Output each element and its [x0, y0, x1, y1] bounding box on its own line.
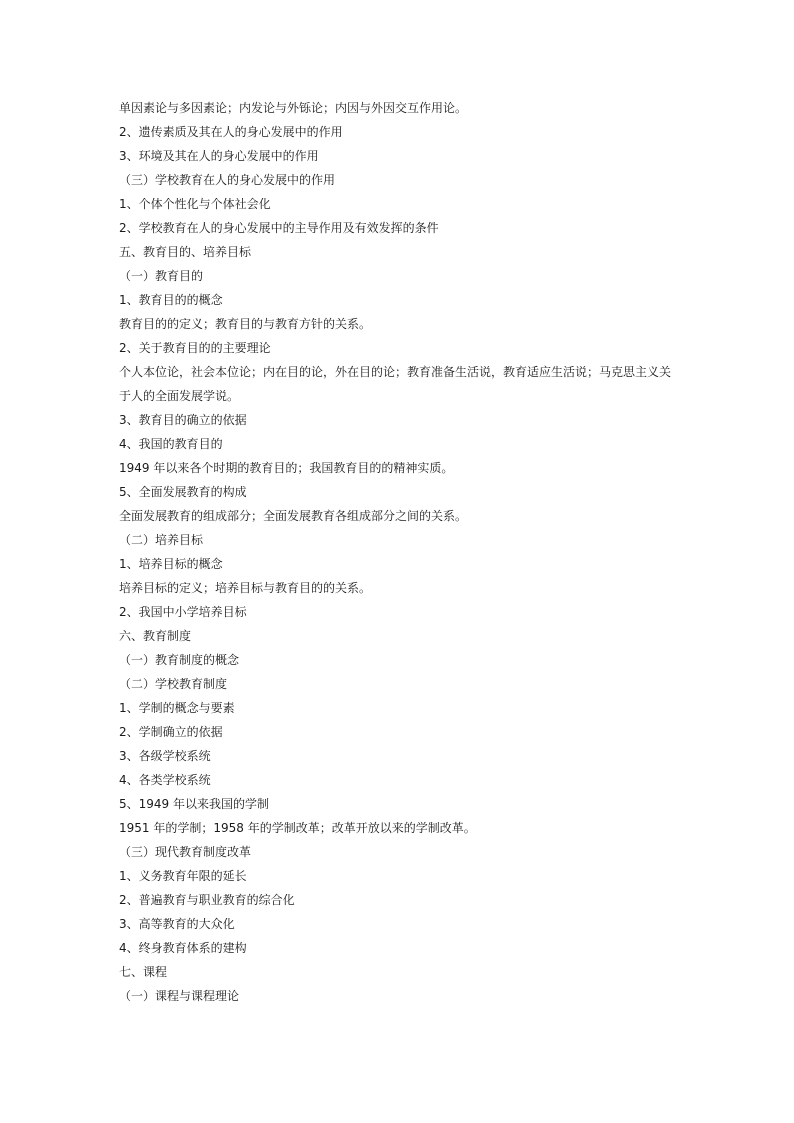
subsection-heading: （二）学校教育制度 — [119, 677, 228, 691]
text-paragraph: 个人本位论，社会本位论；内在目的论，外在目的论；教育准备生活说，教育适应生活说；马克思主义关于人的全面发展学说。 — [119, 365, 672, 403]
section-item: 1、培养目标的概念 — [119, 557, 223, 571]
subsection-heading: （一）教育目的 — [119, 269, 204, 283]
section-heading: 七、课程 — [119, 965, 168, 979]
text-line: 全面发展教育的组成部分；全面发展教育各组成部分之间的关系。 — [119, 509, 468, 523]
section-item: 5、全面发展教育的构成 — [119, 485, 247, 499]
subsection-heading: （一）课程与课程理论 — [119, 989, 240, 1003]
section-item: 4、终身教育体系的建构 — [119, 941, 247, 955]
section-item: 2、关于教育目的的主要理论 — [119, 341, 271, 355]
section-item: 1、教育目的的概念 — [119, 293, 223, 307]
section-item: 3、高等教育的大众化 — [119, 917, 235, 931]
text-line: 1951 年的学制；1958 年的学制改革；改革开放以来的学制改革。 — [119, 821, 476, 835]
section-item: 2、遗传素质及其在人的身心发展中的作用 — [119, 125, 343, 139]
subsection-heading: （二）培养目标 — [119, 533, 204, 547]
section-item: 3、环境及其在人的身心发展中的作用 — [119, 149, 319, 163]
section-item: 2、学校教育在人的身心发展中的主导作用及有效发挥的条件 — [119, 221, 439, 235]
section-heading: 五、教育目的、培养目标 — [119, 245, 252, 259]
section-item: 3、教育目的确立的依据 — [119, 413, 247, 427]
text-line: 1949 年以来各个时期的教育目的；我国教育目的的精神实质。 — [119, 461, 454, 475]
section-heading: 六、教育制度 — [119, 629, 192, 643]
text-line: 教育目的的定义；教育目的与教育方针的关系。 — [119, 317, 372, 331]
section-item: 4、各类学校系统 — [119, 773, 211, 787]
section-item: 1、义务教育年限的延长 — [119, 869, 247, 883]
section-item: 3、各级学校系统 — [119, 749, 211, 763]
section-item: 2、我国中小学培养目标 — [119, 605, 247, 619]
section-item: 1、学制的概念与要素 — [119, 701, 235, 715]
section-item: 2、学制确立的依据 — [119, 725, 223, 739]
section-item: 1、个体个性化与个体社会化 — [119, 197, 271, 211]
subsection-heading: （三）学校教育在人的身心发展中的作用 — [119, 173, 336, 187]
subsection-heading: （三）现代教育制度改革 — [119, 845, 252, 859]
subsection-heading: （一）教育制度的概念 — [119, 653, 240, 667]
section-item: 5、1949 年以来我国的学制 — [119, 797, 269, 811]
section-item: 2、普遍教育与职业教育的综合化 — [119, 893, 295, 907]
text-line: 单因素论与多因素论；内发论与外铄论；内因与外因交互作用论。 — [119, 101, 468, 115]
document-body — [119, 96, 679, 1008]
section-item: 4、我国的教育目的 — [119, 437, 223, 451]
text-line: 培养目标的定义；培养目标与教育目的的关系。 — [119, 581, 372, 595]
